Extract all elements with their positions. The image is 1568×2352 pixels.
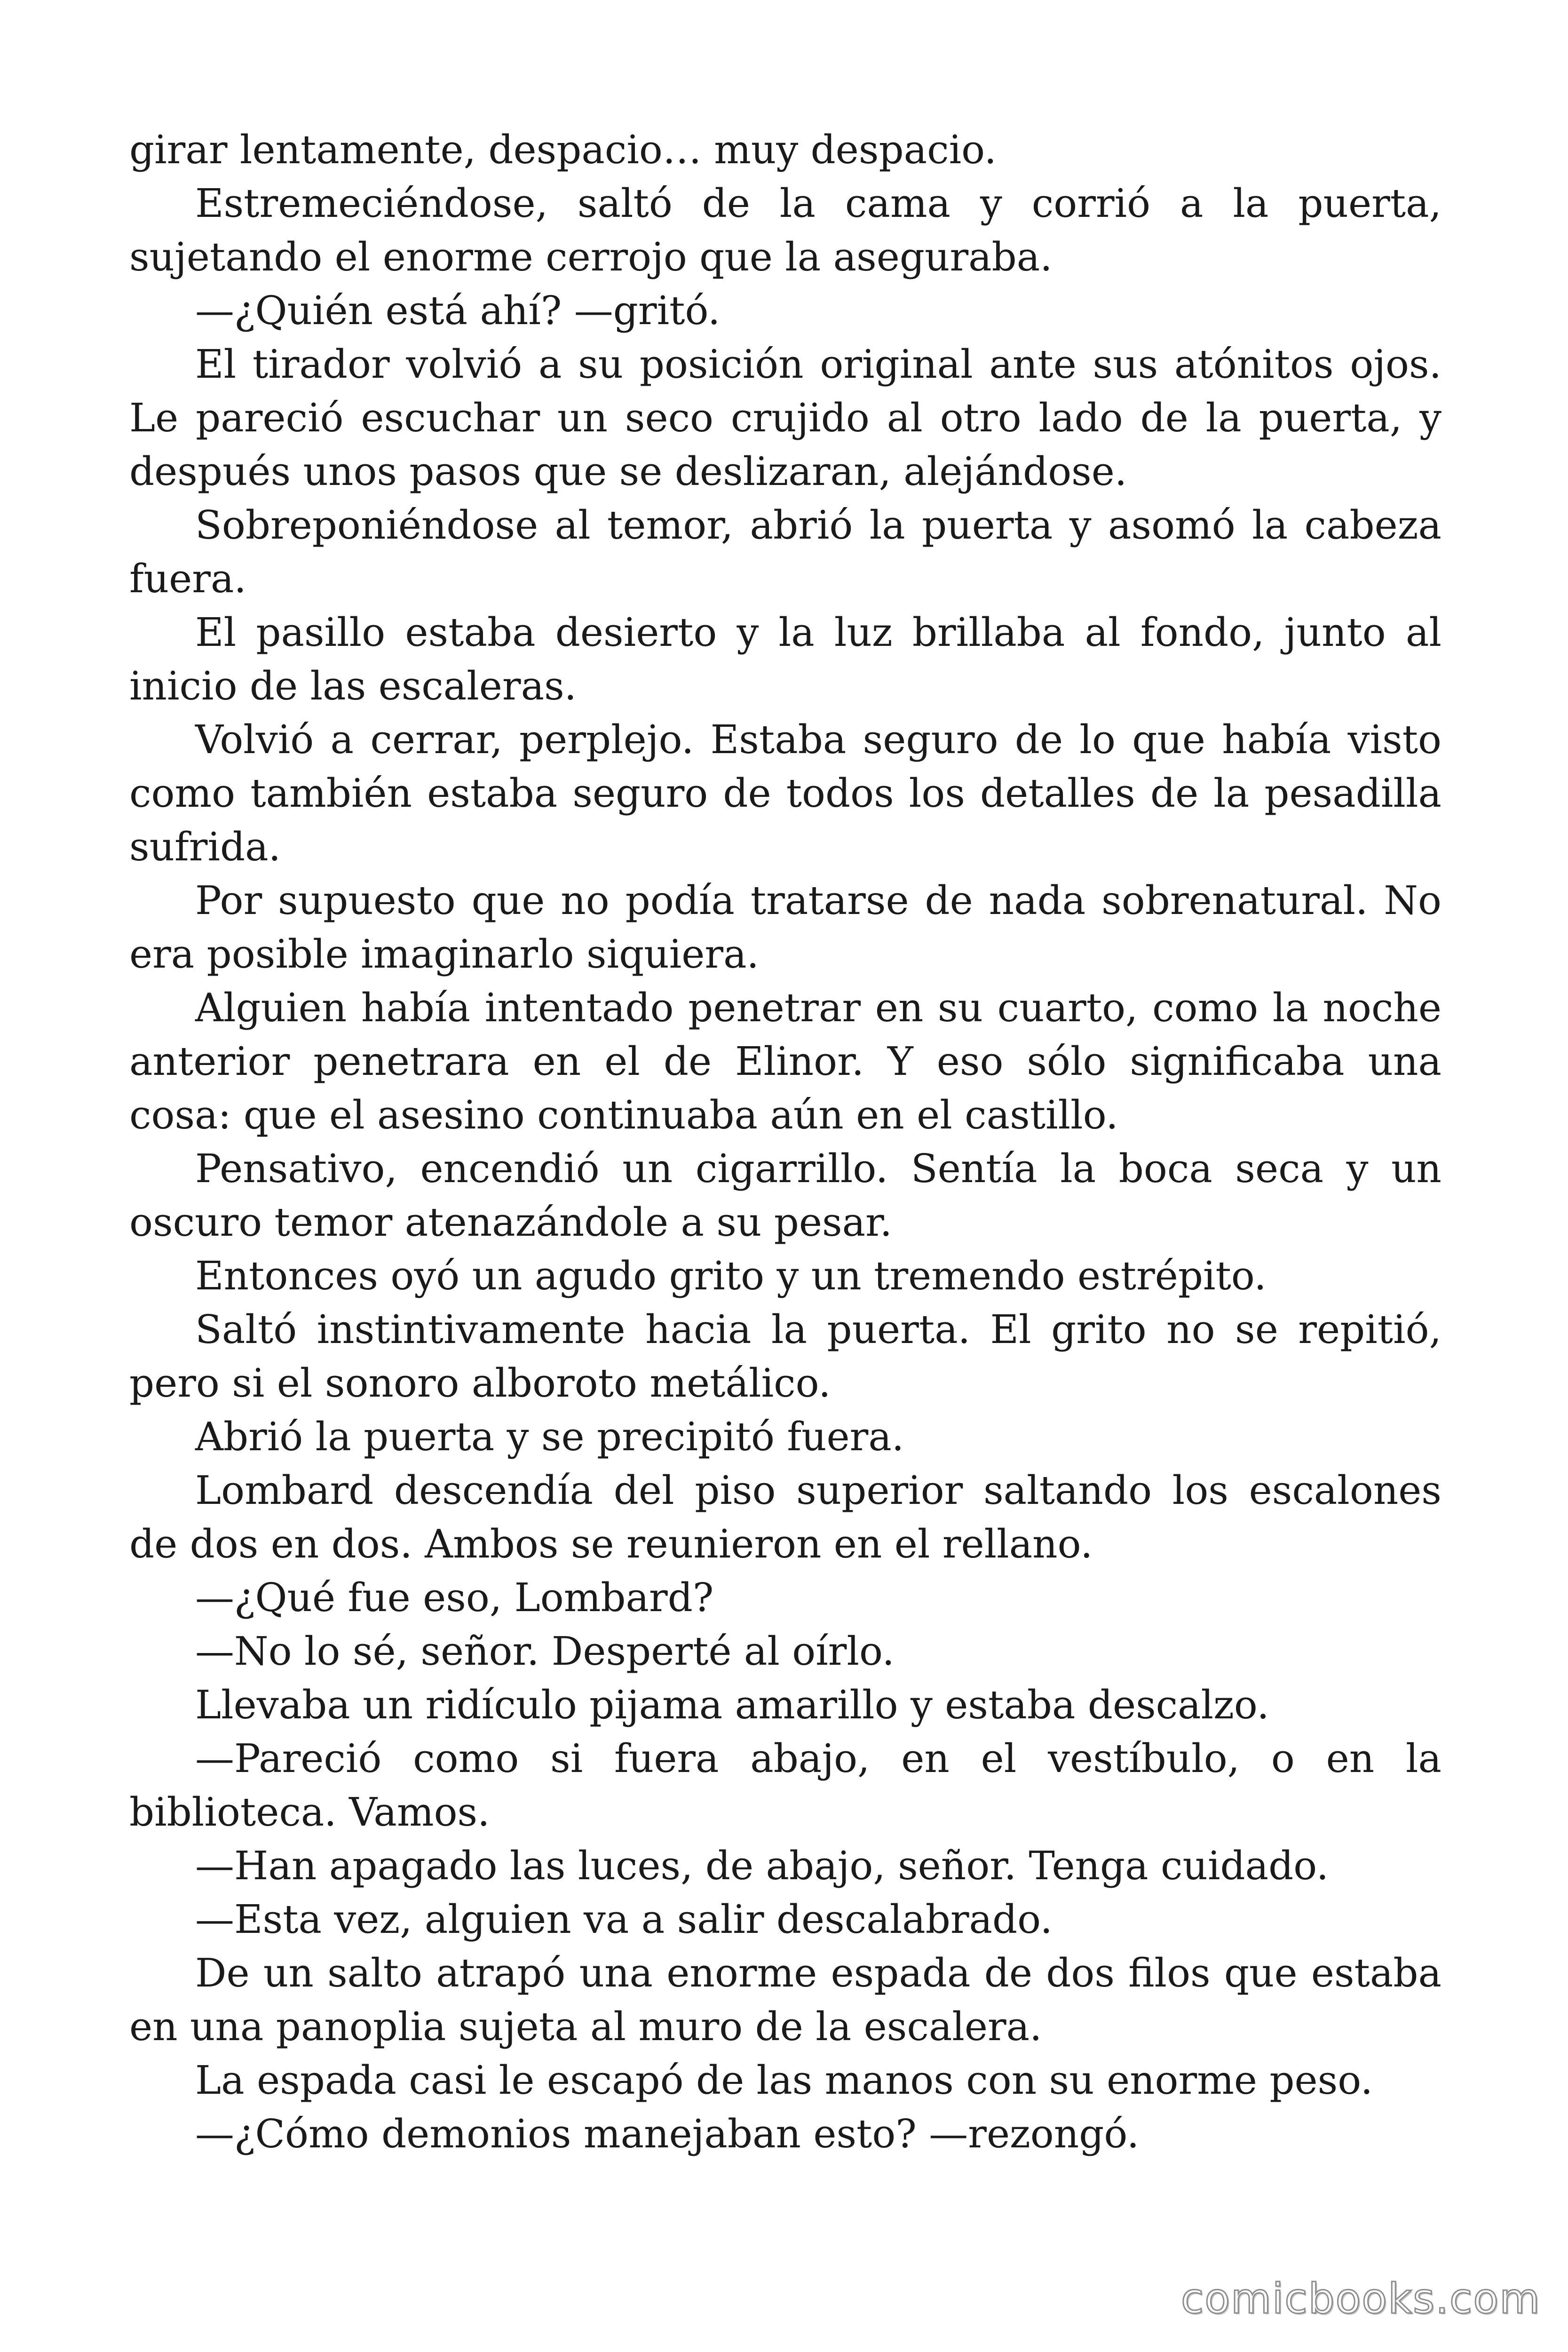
paragraph-13: Abrió la puerta y se precipitó fuera. [195, 1414, 904, 1460]
paragraph-1: girar lentamente, despacio… muy despacio. [129, 127, 997, 173]
paragraph-20: —Esta vez, alguien va a salir descalabrado. [195, 1897, 1053, 1942]
paragraph-22: La espada casi le escapó de las manos con su enorme peso. [195, 2058, 1373, 2103]
paragraph-5: Sobreponiéndose al temor, abrió la puerta y asomó la cabeza fuera. [129, 502, 1441, 602]
page-body-text [129, 123, 1441, 2161]
paragraph-10: Pensativo, encendió un cigarrillo. Sentía la boca seca y un oscuro temor atenazándole a su pesar. [129, 1146, 1441, 1245]
watermark-logo: comicbooks.com [1180, 2274, 1541, 2323]
paragraph-21: De un salto atrapó una enorme espada de dos filos que estaba en una panoplia sujeta al muro de la escalera. [129, 1950, 1441, 2050]
paragraph-17: Llevaba un ridículo pijama amarillo y estaba descalzo. [195, 1682, 1269, 1728]
paragraph-23: —¿Cómo demonios manejaban esto? —rezongó. [195, 2111, 1140, 2157]
paragraph-7: Volvió a cerrar, perplejo. Estaba seguro de lo que había visto como también estaba seguro de todos los detalles de la pesadilla sufrida. [129, 717, 1441, 870]
paragraph-6: El pasillo estaba desierto y la luz brillaba al fondo, junto al inicio de las escaleras. [129, 610, 1441, 709]
paragraph-18: —Pareció como si fuera abajo, en el vestíbulo, o en la biblioteca. Vamos. [129, 1736, 1441, 1835]
paragraph-4: El tirador volvió a su posición original ante sus atónitos ojos. Le pareció escuchar un seco crujido al otro lado de la puerta, y después unos pasos que se deslizaran, alejándose. [129, 342, 1441, 494]
paragraph-15: —¿Qué fue eso, Lombard? [195, 1575, 714, 1621]
paragraph-8: Por supuesto que no podía tratarse de nada sobrenatural. No era posible imaginarlo siquiera. [129, 878, 1441, 977]
paragraph-9: Alguien había intentado penetrar en su cuarto, como la noche anterior penetrara en el de Elinor. Y eso sólo significaba una cosa: que el asesino continuaba aún en el castillo. [129, 985, 1441, 1138]
paragraph-14: Lombard descendía del piso superior saltando los escalones de dos en dos. Ambos se reunieron en el rellano. [129, 1468, 1441, 1567]
paragraph-2: Estremeciéndose, saltó de la cama y corrió a la puerta, sujetando el enorme cerrojo que la aseguraba. [129, 181, 1441, 280]
paragraph-3: —¿Quién está ahí? —gritó. [195, 288, 721, 334]
paragraph-16: —No lo sé, señor. Desperté al oírlo. [195, 1629, 895, 1674]
paragraph-19: —Han apagado las luces, de abajo, señor. Tenga cuidado. [195, 1843, 1329, 1889]
paragraph-12: Saltó instintivamente hacia la puerta. El grito no se repitió, pero si el sonoro alboroto metálico. [129, 1307, 1441, 1406]
paragraph-11: Entonces oyó un agudo grito y un tremendo estrépito. [195, 1253, 1267, 1299]
